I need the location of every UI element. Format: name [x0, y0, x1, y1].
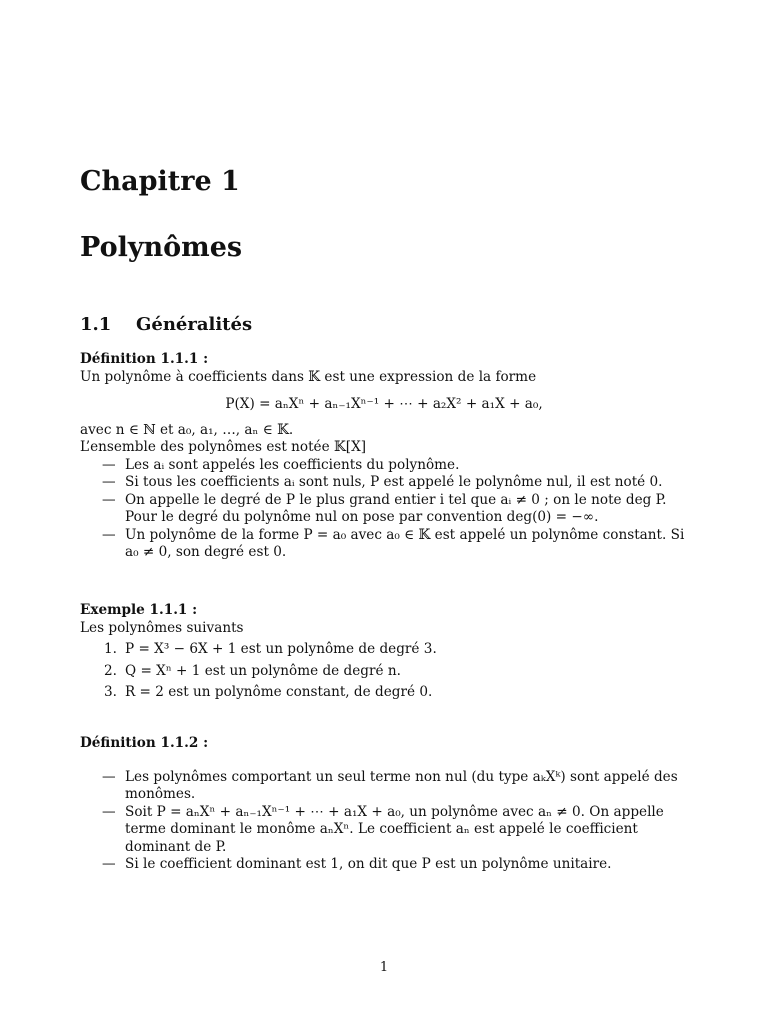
definition-label: Définition 1.1.2 : — [80, 735, 209, 751]
definition-items — [80, 457, 688, 562]
list-item: 1. P = X³ − 6X + 1 est un polynôme de degré 3. — [104, 641, 437, 657]
list-item: — Si le coefficient dominant est 1, on dit que P est un polynôme unitaire. — [102, 856, 612, 872]
polynomial-equation: P(X) = aₙXⁿ + aₙ₋₁Xⁿ⁻¹ + ⋯ + a₂X² + a₁X + a₀, — [225, 396, 543, 412]
definition-items — [80, 769, 688, 874]
section-heading — [80, 316, 252, 334]
list-item: 3. R = 2 est un polynôme constant, de degré 0. — [104, 684, 433, 700]
definition-label: Définition 1.1.1 : — [80, 351, 209, 367]
example-intro: Les polynômes suivants — [80, 619, 244, 636]
list-item: 2. Q = Xⁿ + 1 est un polynôme de degré n. — [104, 662, 401, 679]
list-item: — Les aᵢ sont appelés les coefficients du polynôme. — [102, 456, 460, 473]
definition-set-line: L’ensemble des polynômes est notée 𝕂[X] — [80, 439, 367, 455]
list-item: — Soit P = aₙXⁿ + aₙ₋₁Xⁿ⁻¹ + ⋯ + a₁X + a₀, un polynôme avec aₙ ≠ 0. On appelle terme dominant le monôme aₙXⁿ. Le coefficient aₙ est appelé le coefficient dominant de P. — [102, 803, 664, 855]
chapter-title: Polynômes — [80, 232, 243, 263]
list-item: — Les polynômes comportant un seul terme non nul (du type aₖXᵏ) sont appelé des monômes. — [102, 768, 678, 802]
definition-after: avec n ∈ ℕ et a₀, a₁, …, aₙ ∈ 𝕂. — [80, 421, 294, 438]
example-label: Exemple 1.1.1 : — [80, 602, 198, 618]
definition-1 — [80, 351, 688, 562]
chapter-label: Chapitre 1 — [80, 166, 240, 197]
list-item: — Si tous les coefficients aᵢ sont nuls, P est appelé le polynôme nul, il est noté 0. — [102, 474, 663, 490]
page-number: 1 — [379, 960, 389, 975]
example-1 — [80, 602, 688, 706]
definition-intro: Un polynôme à coefficients dans 𝕂 est une expression de la forme — [80, 368, 537, 385]
list-item: — On appelle le degré de P le plus grand entier i tel que aᵢ ≠ 0 ; on le note deg P. Pour le degré du polynôme nul on pose par convention deg(0) = −∞. — [102, 491, 667, 525]
section-number: 1.1 — [80, 314, 112, 335]
definition-2 — [80, 735, 688, 874]
list-item: — Un polynôme de la forme P = a₀ avec a₀ ∈ 𝕂 est appelé un polynôme constant. Si a₀ ≠ 0, son degré est 0. — [102, 526, 685, 560]
example-items — [80, 641, 688, 702]
section-title: Généralités — [136, 314, 253, 335]
